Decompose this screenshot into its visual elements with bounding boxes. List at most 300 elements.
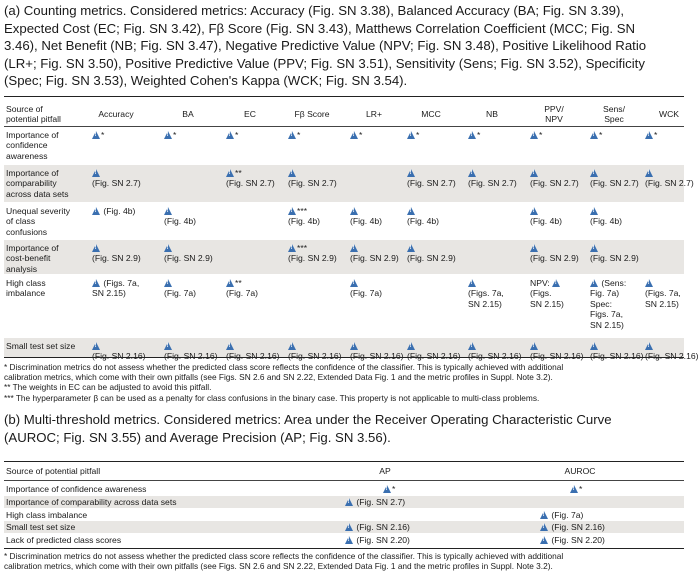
warning-icon xyxy=(164,207,172,215)
source-line: confidence xyxy=(6,140,48,151)
row-source xyxy=(6,243,59,274)
table-cell xyxy=(164,243,213,264)
cell-line xyxy=(407,253,456,263)
cell-text: (Fig. SN 2.16) xyxy=(530,351,584,362)
cell-line xyxy=(92,168,141,178)
cell-text: (Fig. SN 2.7) xyxy=(354,497,406,507)
column-header xyxy=(86,109,146,119)
cell-text: Spec: xyxy=(590,298,612,309)
column-header xyxy=(462,109,522,119)
table-cell xyxy=(468,278,504,309)
heading-line: (b) Multi-threshold metrics. Considered metrics: Area under the Receiver Operating Characteristic Curve xyxy=(4,412,612,427)
ap-cell xyxy=(383,484,395,494)
cell-text: * xyxy=(235,130,239,140)
ap-cell xyxy=(345,535,410,545)
warning-icon xyxy=(164,131,172,139)
warning-icon xyxy=(407,207,415,215)
cell-text: (Fig. SN 2.7) xyxy=(288,178,337,189)
table-cell xyxy=(226,130,238,140)
cell-text: Fig. 7a) xyxy=(590,288,620,299)
cell-text: (Fig. SN 2.16) xyxy=(468,351,522,362)
header-rule xyxy=(4,480,684,481)
cell-text: (Fig. 7a) xyxy=(350,288,382,299)
cell-line xyxy=(92,288,139,298)
table-cell xyxy=(407,341,461,362)
warning-icon xyxy=(590,131,598,139)
cell-text: (Fig. SN 2.16) xyxy=(350,351,404,362)
heading-line: Expected Cost (EC; Fig. SN 3.42), Fβ Score (Fig. SN 3.43), Matthews Correlation Coefficient (MCC; Fig. SN xyxy=(4,20,636,36)
cell-text: (Fig. SN 2.7) xyxy=(92,178,141,189)
header-line: PPV/ xyxy=(544,104,564,114)
cell-line xyxy=(468,168,517,178)
source-line: of class xyxy=(6,216,36,227)
column-header xyxy=(524,104,584,125)
warning-icon xyxy=(590,279,598,287)
cell-line xyxy=(530,168,579,178)
warning-icon xyxy=(590,342,598,350)
warning-icon xyxy=(407,131,415,139)
cell-line xyxy=(468,288,504,298)
table-cell xyxy=(530,206,562,227)
row-source xyxy=(6,168,69,199)
header-line: WCK xyxy=(658,109,680,119)
cell-line xyxy=(226,168,275,178)
cell-text: (Fig. SN 2.9) xyxy=(407,253,456,264)
cell-text: (Fig. SN 2.7) xyxy=(530,178,579,189)
table-bottom-rule xyxy=(4,357,684,358)
cell-text: (Fig. SN 2.16) xyxy=(354,522,410,532)
source-line: awareness xyxy=(6,150,48,161)
source-line: cost-benefit xyxy=(6,253,51,264)
cell-text: (Fig. SN 2.16) xyxy=(92,351,146,362)
warning-icon xyxy=(92,207,100,215)
footnote: calibration metrics, which come with their own pitfalls (see Figs. SN 2.6 and SN 2.22, Extended Data Fig. 1 and the metric profiles in Suppl. Note 3.2). xyxy=(4,561,553,572)
cell-line xyxy=(350,341,404,351)
cell-line xyxy=(92,278,139,288)
table-cell xyxy=(645,130,657,140)
cell-text: * xyxy=(539,130,543,140)
table-bottom-rule xyxy=(4,548,684,549)
table-cell xyxy=(530,278,564,309)
cell-text: SN 2.15) xyxy=(92,288,126,299)
cell-line xyxy=(590,206,622,216)
cell-text: (Fig. SN 2.7) xyxy=(590,178,639,189)
row-source: Lack of predicted class scores xyxy=(6,535,122,545)
warning-icon xyxy=(540,523,548,531)
cell-text: (Sens: xyxy=(599,278,627,288)
warning-icon xyxy=(92,342,100,350)
table-cell xyxy=(288,243,337,264)
cell-line xyxy=(226,178,275,188)
table-cell xyxy=(468,341,522,362)
cell-text: (Fig. SN 2.9) xyxy=(590,253,639,264)
table-cell xyxy=(164,278,196,299)
auroc-cell xyxy=(540,522,605,532)
warning-icon xyxy=(350,342,358,350)
cell-text: (Fig. SN 2.16) xyxy=(645,351,699,362)
cell-text: * xyxy=(579,484,583,494)
cell-line xyxy=(590,178,639,188)
column-header: AP xyxy=(379,466,391,476)
cell-text: ** xyxy=(235,278,242,288)
cell-text: (Fig. SN 2.16) xyxy=(407,351,461,362)
cell-line xyxy=(590,168,639,178)
row-source: Importance of comparability across data sets xyxy=(6,497,177,507)
cell-line xyxy=(92,243,141,253)
table-cell xyxy=(407,168,456,189)
table-top-rule xyxy=(4,96,684,97)
cell-line xyxy=(468,178,517,188)
cell-text: (Fig. SN 2.7) xyxy=(468,178,517,189)
cell-line xyxy=(590,278,626,288)
cell-line xyxy=(92,206,135,216)
table-cell xyxy=(645,278,681,309)
table-cell xyxy=(590,243,639,264)
cell-line xyxy=(92,253,141,263)
cell-text: (Fig. 4b) xyxy=(288,216,320,227)
warning-icon xyxy=(92,169,100,177)
warning-icon xyxy=(407,244,415,252)
warning-icon xyxy=(645,131,653,139)
heading-line: (a) Counting metrics. Considered metrics: Accuracy (Fig. SN 3.38), Balanced Accuracy (BA; Fig. SN 3.39), xyxy=(4,3,625,18)
footnote: * Discrimination metrics do not assess whether the predicted class score reflects the confidence of the classifier. This is typically achieved with additional xyxy=(4,362,564,372)
table-cell xyxy=(468,168,517,189)
header-line: MCC xyxy=(421,109,441,119)
cell-line xyxy=(164,243,213,253)
cell-line xyxy=(350,243,399,253)
cell-line xyxy=(530,243,579,253)
cell-line xyxy=(590,243,639,253)
source-line: across data sets xyxy=(6,188,69,199)
cell-line xyxy=(645,178,694,188)
table-cell xyxy=(92,206,135,216)
warning-icon xyxy=(530,244,538,252)
table-cell xyxy=(92,130,104,140)
source-line: Small test set size xyxy=(6,341,76,351)
source-line: comparability xyxy=(6,178,57,189)
cell-text: SN 2.15) xyxy=(530,298,564,309)
cell-text: * xyxy=(297,130,301,140)
cell-line xyxy=(407,243,456,253)
cell-line xyxy=(92,178,141,188)
source-line: High class xyxy=(6,278,46,288)
cell-line xyxy=(164,206,196,216)
cell-text: (Fig. SN 2.20) xyxy=(354,535,410,545)
cell-text: (Figs. 7a, xyxy=(468,288,504,299)
header-line: LR+ xyxy=(365,109,382,119)
table-cell xyxy=(530,243,579,264)
warning-icon xyxy=(345,523,353,531)
header-rule xyxy=(4,126,684,127)
header-line: Spec xyxy=(604,114,624,125)
warning-icon xyxy=(345,536,353,544)
table-cell xyxy=(590,341,644,362)
cell-text: (Fig. SN 2.9) xyxy=(530,253,579,264)
column-header xyxy=(584,104,644,125)
row-source: High class imbalance xyxy=(6,510,88,520)
column-header: AUROC xyxy=(564,466,596,476)
cell-line xyxy=(92,341,146,351)
cell-text: SN 2.15) xyxy=(590,319,624,330)
cell-line xyxy=(350,206,382,216)
warning-icon xyxy=(288,342,296,350)
table-cell xyxy=(226,278,258,299)
header-line: potential pitfall xyxy=(6,114,61,125)
part-a-footnotes xyxy=(4,362,563,403)
cell-line xyxy=(164,130,176,140)
table-cell xyxy=(645,341,699,362)
cell-line xyxy=(407,130,419,140)
warning-icon xyxy=(407,169,415,177)
cell-line xyxy=(288,168,337,178)
warning-icon xyxy=(288,169,296,177)
cell-text: *** xyxy=(297,243,308,253)
warning-icon xyxy=(530,169,538,177)
source-line: Unequal severity xyxy=(6,206,71,216)
cell-text: (Fig. 4b) xyxy=(101,206,136,216)
cell-text: * xyxy=(416,130,420,140)
warning-icon xyxy=(226,169,234,177)
row-source xyxy=(6,130,59,161)
cell-text: (Fig. SN 2.16) xyxy=(549,522,605,532)
cell-text: (Fig. SN 2.7) xyxy=(226,178,275,189)
table-cell xyxy=(590,206,622,227)
cell-text: (Fig. SN 2.16) xyxy=(226,351,280,362)
table-cell xyxy=(350,341,404,362)
warning-icon xyxy=(164,342,172,350)
cell-line xyxy=(645,341,699,351)
warning-icon xyxy=(345,498,353,506)
cell-line xyxy=(530,341,584,351)
warning-icon xyxy=(350,279,358,287)
table-cell xyxy=(407,206,439,227)
warning-icon xyxy=(468,169,476,177)
warning-icon xyxy=(590,207,598,215)
cell-line xyxy=(226,130,238,140)
cell-line xyxy=(407,216,439,226)
table-cell xyxy=(530,168,579,189)
cell-line xyxy=(407,206,439,216)
table-cell xyxy=(407,130,419,140)
warning-icon xyxy=(530,342,538,350)
cell-line xyxy=(92,130,104,140)
cell-text: * xyxy=(599,130,603,140)
cell-text: (Fig. SN 2.9) xyxy=(350,253,399,264)
row-source: Small test set size xyxy=(6,522,76,532)
cell-line xyxy=(530,288,564,298)
column-header xyxy=(344,109,404,119)
source-header xyxy=(6,104,61,125)
table-cell xyxy=(288,168,337,189)
header-line: Accuracy xyxy=(98,109,134,119)
warning-icon xyxy=(468,279,476,287)
cell-line xyxy=(350,288,382,298)
table-cell xyxy=(645,168,694,189)
cell-line xyxy=(645,130,657,140)
footnote: calibration metrics, which come with their own pitfalls (see Figs. SN 2.6 and SN 2.22, Extended Data Fig. 1 and the metric profiles in Suppl. Note 3.2). xyxy=(4,372,553,383)
cell-line xyxy=(288,178,337,188)
warning-icon xyxy=(570,485,578,493)
warning-icon xyxy=(645,169,653,177)
warning-icon xyxy=(92,244,100,252)
warning-icon xyxy=(350,131,358,139)
table-cell xyxy=(288,206,320,227)
warning-icon xyxy=(645,342,653,350)
cell-line xyxy=(530,216,562,226)
cell-line xyxy=(590,320,626,330)
auroc-cell xyxy=(540,535,605,545)
cell-text: *** xyxy=(297,206,308,216)
warning-icon xyxy=(226,131,234,139)
cell-text: Figs. 7a, xyxy=(590,309,623,320)
cell-text: * xyxy=(654,130,658,140)
warning-icon xyxy=(590,244,598,252)
cell-line xyxy=(590,130,602,140)
cell-text: * xyxy=(173,130,177,140)
row-source: Importance of confidence awareness xyxy=(6,484,147,494)
cell-text: (Fig. SN 2.7) xyxy=(645,178,694,189)
cell-line xyxy=(164,253,213,263)
warning-icon xyxy=(540,511,548,519)
warning-icon xyxy=(407,342,415,350)
table-cell xyxy=(530,341,584,362)
cell-line xyxy=(288,243,337,253)
table-cell xyxy=(530,130,542,140)
cell-line xyxy=(530,130,542,140)
cell-line xyxy=(164,341,218,351)
cell-text: (Fig. 4b) xyxy=(590,216,622,227)
cell-text: NPV: xyxy=(530,278,553,288)
table-cell xyxy=(407,243,456,264)
warning-icon xyxy=(645,279,653,287)
warning-icon xyxy=(540,536,548,544)
cell-text: * xyxy=(477,130,481,140)
table-cell xyxy=(226,341,280,362)
cell-line xyxy=(645,278,681,288)
header-line: EC xyxy=(244,109,256,119)
warning-icon xyxy=(590,169,598,177)
table-cell xyxy=(590,168,639,189)
cell-line xyxy=(530,299,564,309)
header-line: Source of xyxy=(6,104,43,114)
cell-text: (Fig. SN 2.7) xyxy=(407,178,456,189)
cell-text: (Fig. SN 2.9) xyxy=(92,253,141,264)
cell-line xyxy=(226,288,258,298)
cell-line xyxy=(530,253,579,263)
table-cell xyxy=(92,341,146,362)
table-cell xyxy=(350,206,382,227)
column-header xyxy=(282,109,342,119)
table-cell xyxy=(164,130,176,140)
cell-line xyxy=(468,299,504,309)
column-header xyxy=(158,109,218,119)
column-header xyxy=(401,109,461,119)
cell-text: (Fig. SN 2.16) xyxy=(164,351,218,362)
column-header xyxy=(639,109,699,119)
cell-text: * xyxy=(101,130,105,140)
cell-text: * xyxy=(392,484,396,494)
heading-line: 3.46), Net Benefit (NB; Fig. SN 3.47), Negative Predictive Value (NPV; Fig. SN 3.48), Positive Likelihood Ratio xyxy=(4,38,647,53)
warning-icon xyxy=(226,342,234,350)
cell-text: (Fig. SN 2.16) xyxy=(288,351,342,362)
cell-line xyxy=(288,130,300,140)
cell-text: (Fig. SN 2.9) xyxy=(288,253,337,264)
table-cell xyxy=(92,278,139,299)
header-line: BA xyxy=(182,109,194,119)
cell-line xyxy=(350,253,399,263)
part-b-footnotes xyxy=(4,551,563,571)
warning-icon xyxy=(92,131,100,139)
ap-cell xyxy=(345,497,405,507)
table-cell xyxy=(288,341,342,362)
cell-line xyxy=(530,206,562,216)
cell-text: (Fig. 7a) xyxy=(226,288,258,299)
cell-text: (Fig. SN 2.20) xyxy=(549,535,605,545)
cell-text: SN 2.15) xyxy=(468,298,502,309)
warning-icon xyxy=(164,244,172,252)
cell-line xyxy=(350,130,362,140)
table-cell xyxy=(350,130,362,140)
table-cell xyxy=(468,130,480,140)
header-line: NB xyxy=(486,109,498,119)
cell-line xyxy=(407,341,461,351)
source-line: Importance of xyxy=(6,168,59,178)
warning-icon xyxy=(552,279,560,287)
cell-text: (Fig. 4b) xyxy=(407,216,439,227)
cell-line xyxy=(590,253,639,263)
warning-icon xyxy=(92,279,100,287)
warning-icon xyxy=(288,244,296,252)
auroc-cell xyxy=(570,484,582,494)
ap-cell xyxy=(345,522,410,532)
table-cell xyxy=(350,278,382,299)
warning-icon xyxy=(530,131,538,139)
auroc-cell xyxy=(540,510,583,520)
warning-icon xyxy=(350,207,358,215)
source-header: Source of potential pitfall xyxy=(6,466,101,476)
table-cell xyxy=(164,206,196,227)
cell-line xyxy=(590,341,644,351)
table-cell xyxy=(226,168,275,189)
cell-line xyxy=(468,130,480,140)
cell-line xyxy=(164,216,196,226)
cell-line xyxy=(164,278,196,288)
cell-text: (Fig. 7a) xyxy=(164,288,196,299)
cell-line xyxy=(350,216,382,226)
footnote: *** The hyperparameter β can be used as a penalty for class confusions in the binary case. This property is not applicable to multi-class problems. xyxy=(4,392,540,403)
table-cell xyxy=(92,243,141,264)
table-cell xyxy=(590,278,626,330)
source-line: imbalance xyxy=(6,288,46,299)
cell-text: (Fig. 7a) xyxy=(549,510,584,520)
cell-text: (Fig. SN 2.9) xyxy=(164,253,213,264)
table-cell xyxy=(92,168,141,189)
header-line: Fβ Score xyxy=(294,109,330,119)
cell-line xyxy=(645,168,694,178)
warning-icon xyxy=(350,244,358,252)
warning-icon xyxy=(468,342,476,350)
warning-icon xyxy=(288,131,296,139)
cell-text: (Fig. 4b) xyxy=(164,216,196,227)
table-cell xyxy=(350,243,399,264)
header-line: NPV xyxy=(545,114,563,125)
cell-line xyxy=(288,206,320,216)
cell-line xyxy=(590,288,626,298)
cell-line xyxy=(407,178,456,188)
source-line: Importance of xyxy=(6,243,59,253)
source-line: analysis xyxy=(6,263,38,274)
table-cell xyxy=(164,341,218,362)
